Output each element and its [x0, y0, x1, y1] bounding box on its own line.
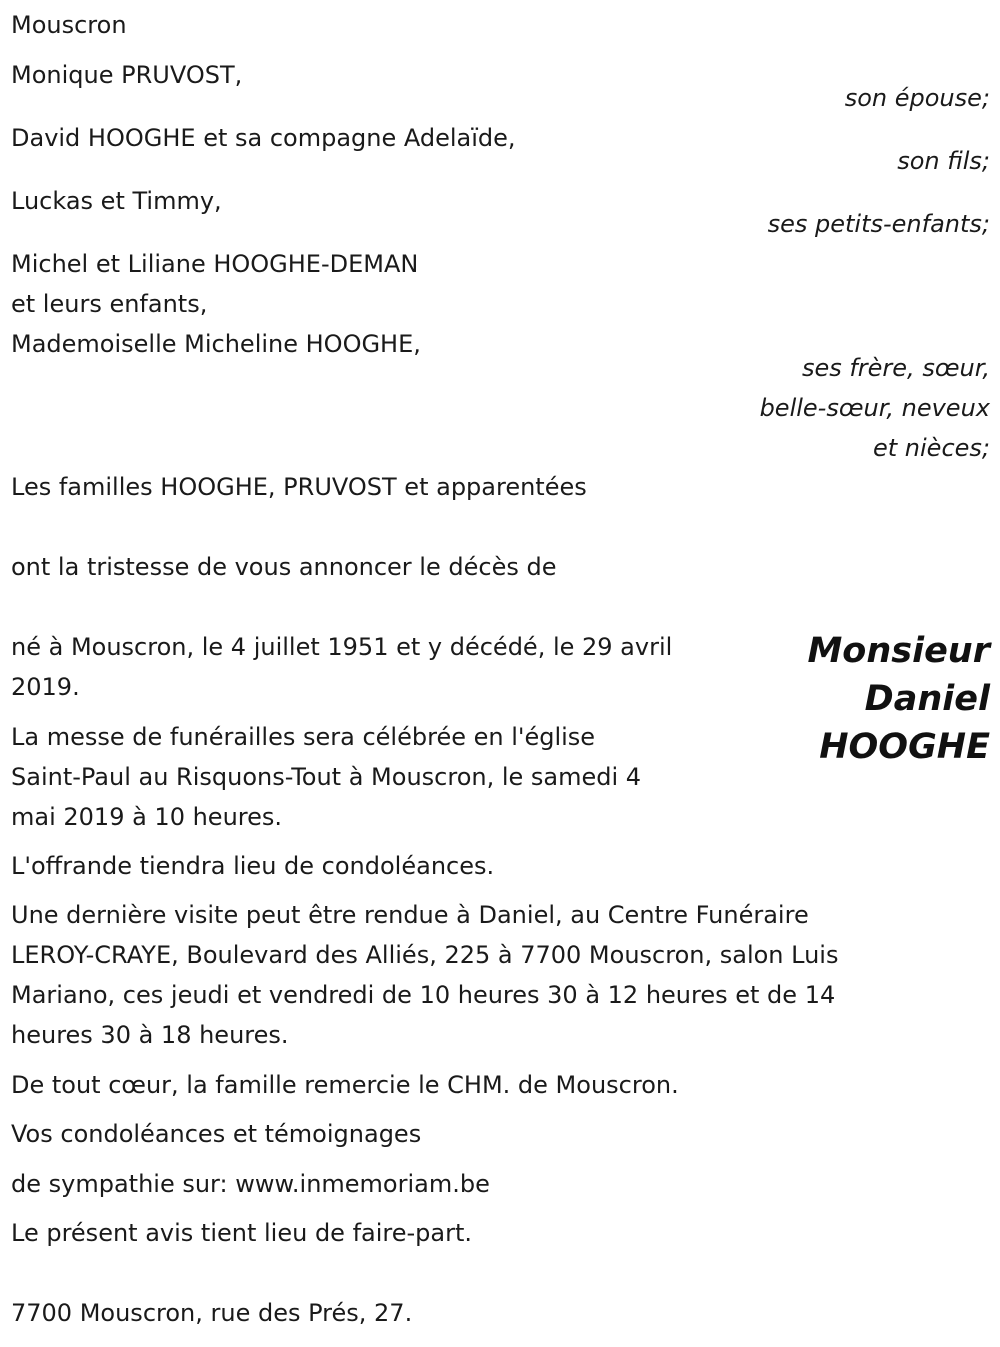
family-name-son: David HOOGHE et sa compagne Adelaïde,	[11, 124, 516, 152]
address-line: 7700 Mouscron, rue des Prés, 27.	[11, 1299, 413, 1327]
family-name-grandchildren: Luckas et Timmy,	[11, 187, 222, 215]
family-relation-son: son fils;	[897, 147, 990, 175]
deceased-title: Monsieur	[807, 631, 990, 671]
visit-line-4: heures 30 à 18 heures.	[11, 1021, 289, 1049]
deceased-first-name: Daniel	[864, 679, 990, 719]
birth-death-line-2: 2019.	[11, 673, 80, 701]
families-line: Les familles HOOGHE, PRUVOST et apparentées	[11, 473, 587, 501]
thanks-line: De tout cœur, la famille remercie le CHM. de Mouscron.	[11, 1071, 679, 1099]
birth-death-line-1: né à Mouscron, le 4 juillet 1951 et y décédé, le 29 avril	[11, 633, 673, 661]
visit-line-1: Une dernière visite peut être rendue à Daniel, au Centre Funéraire	[11, 901, 809, 929]
visit-line-3: Mariano, ces jeudi et vendredi de 10 heures 30 à 12 heures et de 14	[11, 981, 836, 1009]
family-name-spouse: Monique PRUVOST,	[11, 61, 243, 89]
funeral-line-1: La messe de funérailles sera célébrée en l'église	[11, 723, 596, 751]
siblings-line-3: Mademoiselle Micheline HOOGHE,	[11, 330, 421, 358]
visit-line-2: LEROY-CRAYE, Boulevard des Alliés, 225 à 7700 Mouscron, salon Luis	[11, 941, 839, 969]
announcement-line: ont la tristesse de vous annoncer le décès de	[11, 553, 557, 581]
funeral-line-3: mai 2019 à 10 heures.	[11, 803, 283, 831]
family-relation-grandchildren: ses petits-enfants;	[767, 210, 990, 238]
deceased-name	[770, 627, 990, 771]
siblings-relation-2: belle-sœur, neveux	[759, 394, 990, 422]
notice-line: Le présent avis tient lieu de faire-part.	[11, 1219, 473, 1247]
offering-line: L'offrande tiendra lieu de condoléances.	[11, 852, 495, 880]
funeral-line-2: Saint-Paul au Risquons-Tout à Mouscron, le samedi 4	[11, 763, 642, 791]
city-heading: Mouscron	[11, 11, 127, 39]
siblings-line-1: Michel et Liliane HOOGHE-DEMAN	[11, 250, 419, 278]
condolences-line-1: Vos condoléances et témoignages	[11, 1120, 422, 1148]
siblings-relation-1: ses frère, sœur,	[801, 354, 990, 382]
deceased-last-name: HOOGHE	[819, 727, 990, 767]
family-relation-spouse: son épouse;	[844, 84, 990, 112]
siblings-line-2: et leurs enfants,	[11, 290, 208, 318]
siblings-relation-3: et nièces;	[873, 434, 990, 462]
condolences-line-2: de sympathie sur: www.inmemoriam.be	[11, 1170, 490, 1198]
